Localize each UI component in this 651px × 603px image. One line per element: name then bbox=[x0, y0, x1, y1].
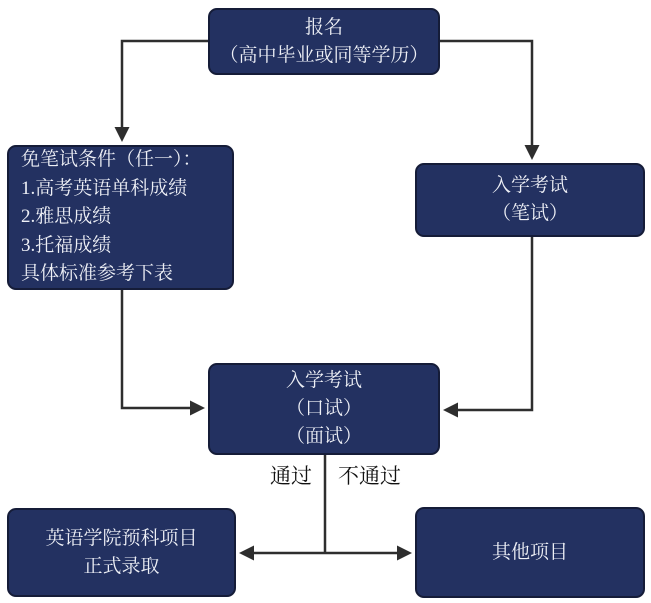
register-box bbox=[208, 8, 440, 75]
fail-label: 不通过 bbox=[338, 464, 401, 488]
written-exam-box-line: （笔试） bbox=[491, 203, 568, 224]
written-exam-box bbox=[415, 163, 645, 237]
oral-exam-box-line: 入学考试 bbox=[285, 370, 362, 391]
exemption-box-line: 1.高考英语单科成绩 bbox=[21, 177, 188, 199]
exemption-box-line: 免笔试条件（任一）： bbox=[21, 149, 202, 171]
register-box-line: 报名 bbox=[304, 16, 343, 38]
oral-exam-box-line: （口试） bbox=[285, 398, 362, 419]
pass-label: 通过 bbox=[270, 464, 312, 488]
admission-box-line: 正式录取 bbox=[83, 555, 160, 577]
other-programs-box bbox=[415, 507, 645, 598]
register-box-line: （高中毕业或同等学历） bbox=[219, 44, 429, 66]
admission-box-line: 英语学院预科项目 bbox=[45, 527, 198, 549]
oral-exam-box-line: （面试） bbox=[285, 426, 362, 447]
exemption-box-line: 具体标准参考下表 bbox=[21, 263, 174, 285]
arrow-register-to-written-exam bbox=[439, 41, 532, 157]
arrow-register-to-exemption bbox=[122, 41, 209, 139]
arrow-written-exam-to-oral-exam bbox=[446, 237, 532, 410]
written-exam-box-line: 入学考试 bbox=[491, 175, 568, 196]
arrow-exemption-to-oral-exam bbox=[122, 290, 202, 408]
other-programs-box-line: 其他项目 bbox=[491, 541, 568, 563]
admission-box bbox=[7, 508, 236, 597]
exemption-box-line: 3.托福成绩 bbox=[21, 234, 112, 256]
exemption-box bbox=[7, 145, 234, 290]
exemption-box-line: 2.雅思成绩 bbox=[21, 206, 112, 228]
oral-exam-box bbox=[208, 363, 440, 455]
